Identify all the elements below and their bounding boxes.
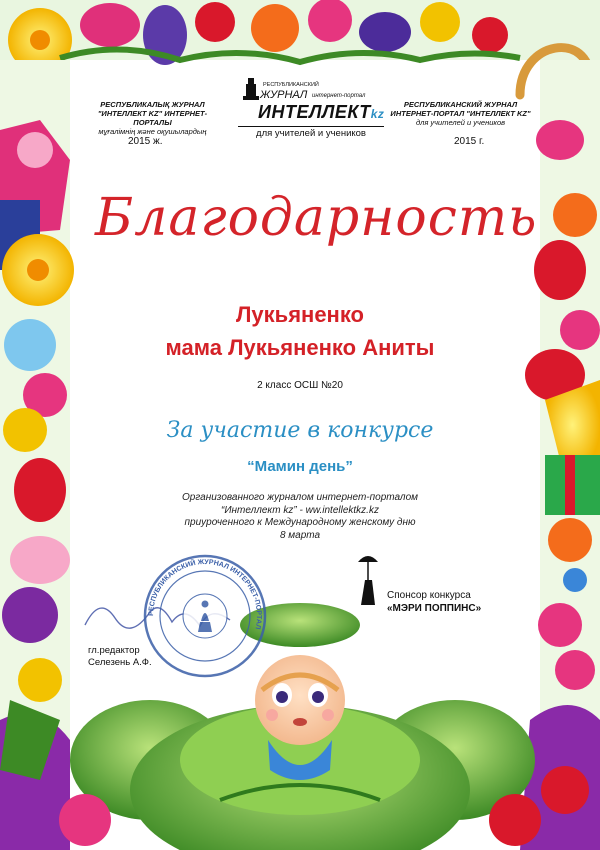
logo-tagline: для учителей и учеников	[238, 126, 384, 139]
organizer-line2: “Интеллект kz” - ww.intellektkz.kz	[221, 504, 379, 516]
sponsor-label: Спонсор конкурса	[387, 590, 471, 601]
organizer-line3: приуроченного к Международному женскому дню	[184, 517, 416, 528]
header-right-line2: ИНТЕРНЕТ-ПОРТАЛ "ИНТЕЛЛЕКТ KZ"	[390, 109, 531, 118]
header-left-year: 2015 ж.	[128, 136, 163, 147]
umbrella-silhouette-icon	[358, 556, 378, 605]
class-info: 2 класс ОСШ №20	[257, 380, 343, 391]
top-flower-band	[0, 0, 600, 72]
header-right-line3: для учителей и учеников	[415, 118, 506, 127]
left-flower-border	[0, 60, 74, 850]
stamp-ring-label: РЕСПУБЛИКАНСКИЙ ЖУРНАЛ ИНТЕРНЕТ-ПОРТАЛ	[147, 558, 263, 630]
header-right-year: 2015 г.	[454, 136, 485, 147]
header-left-line3: мұғалімнің және оқушылардың	[98, 127, 207, 136]
logo-journal-text: ЖУРНАЛ	[260, 89, 308, 101]
participation-text: За участие в конкурсе	[166, 418, 434, 443]
organizer-line1: Организованного журналом интернет-порталом	[182, 492, 418, 503]
logo-brand-text	[258, 102, 384, 123]
header-left-line1: РЕСПУБЛИКАЛЫҚ ЖУРНАЛ	[100, 100, 205, 109]
editor-name: Селезень А.Ф.	[88, 657, 152, 668]
right-flower-border	[520, 60, 600, 850]
sponsor-name: «МЭРИ ПОППИНС»	[387, 603, 482, 614]
editor-role: гл.редактор	[88, 645, 140, 656]
header-left-line2: "ИНТЕЛЛЕКТ KZ" ИНТЕРНЕТ-ПОРТАЛЫ	[97, 109, 208, 127]
logo-brand-word: ИНТЕЛЛЕКТ	[258, 102, 371, 122]
recipient-line2: мама Лукьяненко Аниты	[165, 335, 435, 360]
logo-portal-text: интернет-портал	[312, 93, 366, 99]
header-right-block	[388, 100, 533, 127]
editor-block	[88, 645, 152, 669]
contest-name: “Мамин день”	[247, 458, 353, 475]
logo-top-text: РЕСПУБЛИКАНСКИЙ	[263, 82, 319, 88]
organizer-block	[140, 492, 460, 542]
organizer-line4: 8 марта	[279, 529, 321, 541]
sponsor-block	[387, 589, 481, 615]
recipient-line1: Лукьяненко	[235, 302, 364, 327]
header-right-line1: РЕСПУБЛИКАНСКИЙ ЖУРНАЛ	[403, 100, 518, 109]
journal-logo	[236, 80, 386, 142]
svg-text:РЕСПУБЛИКАНСКИЙ ЖУРНАЛ ИНТЕРНЕ	[148, 558, 262, 630]
logo-suffix: kz	[370, 107, 385, 121]
header-left-block	[80, 100, 225, 136]
stamp-ring-text	[145, 556, 265, 676]
certificate-title: Благодарность	[95, 188, 538, 248]
